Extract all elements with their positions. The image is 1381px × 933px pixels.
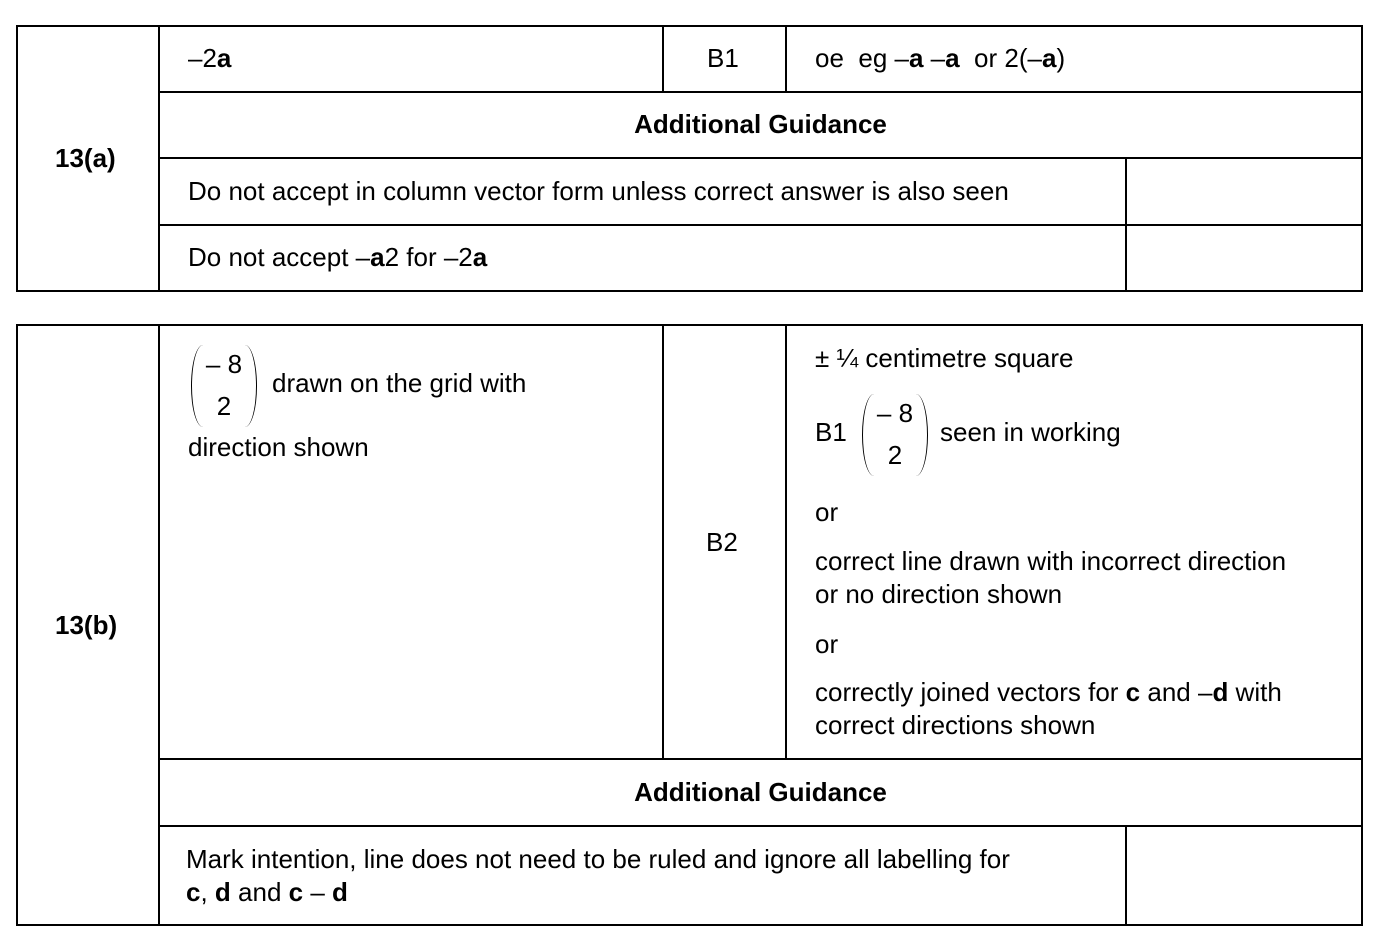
- b1-label: B1: [815, 417, 847, 447]
- table-a-border-top: [16, 25, 1363, 27]
- alt-2-line-2: correct directions shown: [815, 710, 1096, 740]
- answer-b-line-1: drawn on the grid with: [272, 368, 527, 398]
- guidance-a-2-v1: a: [370, 242, 385, 272]
- guidance-a-1: Do not accept in column vector form unless correct answer is also seen: [188, 176, 1009, 206]
- comment-a-v2: a: [945, 43, 960, 73]
- table-b-divider-mark: [785, 324, 787, 759]
- table-a-row-line-2: [158, 157, 1363, 159]
- table-a-divider-mark: [785, 25, 787, 92]
- alt-1-line-1: correct line drawn with incorrect direction: [815, 546, 1287, 576]
- or-text-2: or: [815, 629, 839, 659]
- table-b-border-left: [16, 324, 18, 925]
- guidance-b-v2: d: [214, 877, 231, 907]
- comment-a-p4: ): [1056, 43, 1066, 73]
- guidance-b-t2: and: [230, 877, 289, 907]
- answer-a-sign: –2: [188, 43, 217, 73]
- table-a-border-bottom: [16, 290, 1363, 292]
- table-a-border-left: [16, 25, 18, 291]
- guidance-b-v4: d: [332, 877, 348, 907]
- vector-b1-bottom-entry: 2: [887, 440, 903, 470]
- comment-a-v3: a: [1041, 43, 1057, 73]
- alt-2-line-1: [815, 676, 1282, 709]
- column-vector-b1: [862, 394, 928, 476]
- table-b-border-right: [1361, 324, 1363, 925]
- table-b-border-top: [16, 324, 1363, 326]
- guidance-b-line-2: [186, 876, 348, 909]
- table-b-divider-question: [158, 324, 160, 925]
- guidance-a-2: [188, 241, 487, 274]
- guidance-b-v3: c: [288, 877, 304, 907]
- table-b-guidance-divider: [1125, 825, 1127, 925]
- comment-a-prefix: oe eg: [815, 43, 895, 73]
- vector-b1-top-entry: – 8: [876, 398, 914, 428]
- b1-text: seen in working: [940, 417, 1121, 447]
- table-b-row-line-1: [158, 758, 1363, 760]
- guidance-b-t3: –: [303, 877, 333, 907]
- or-text-1: or: [815, 497, 839, 527]
- guidance-heading-a: Additional Guidance: [634, 109, 887, 139]
- column-vector-answer: [191, 345, 257, 427]
- answer-b-line-2: direction shown: [188, 432, 369, 462]
- alt-2-t3: with: [1228, 677, 1282, 707]
- mark-b: B2: [706, 527, 738, 557]
- comment-a-p3: or 2(–: [959, 43, 1042, 73]
- guidance-b-t1: ,: [200, 877, 215, 907]
- comment-a-v1: a: [908, 43, 924, 73]
- alt-2-v1: c: [1125, 677, 1141, 707]
- table-b-row-line-2: [158, 825, 1363, 827]
- answer-a-var: a: [216, 43, 232, 73]
- guidance-a-2-t2: 2 for –2: [384, 242, 473, 272]
- guidance-a-2-v2: a: [472, 242, 488, 272]
- question-number-a: 13(a): [55, 143, 116, 173]
- comment-a: [815, 42, 1065, 75]
- vector-top-entry: – 8: [205, 349, 243, 379]
- alt-2-t1: correctly joined vectors for: [815, 677, 1126, 707]
- comment-a-p1: –: [894, 43, 909, 73]
- alt-2-v2: d: [1212, 677, 1229, 707]
- guidance-a-2-t1: Do not accept –: [188, 242, 371, 272]
- alt-2-t2: and –: [1140, 677, 1213, 707]
- guidance-b-v1: c: [186, 877, 201, 907]
- table-b-divider-answer: [662, 324, 664, 759]
- table-a-divider-answer: [662, 25, 664, 92]
- table-a-row-line-3: [158, 224, 1363, 226]
- alt-1-line-2: or no direction shown: [815, 579, 1063, 609]
- comment-a-p2: –: [923, 43, 946, 73]
- question-number-b: 13(b): [55, 610, 118, 640]
- tolerance-text: ± ¼ centimetre square: [815, 343, 1074, 373]
- table-a-guidance-divider: [1125, 157, 1127, 291]
- guidance-b-line-1: Mark intention, line does not need to be ruled and ignore all labelling for: [186, 844, 1010, 874]
- vector-bottom-entry: 2: [216, 391, 232, 421]
- table-a-row-line-1: [158, 91, 1363, 93]
- guidance-heading-b: Additional Guidance: [634, 777, 887, 807]
- answer-a: [188, 42, 231, 75]
- table-b-border-bottom: [16, 924, 1363, 926]
- mark-a: B1: [707, 43, 739, 73]
